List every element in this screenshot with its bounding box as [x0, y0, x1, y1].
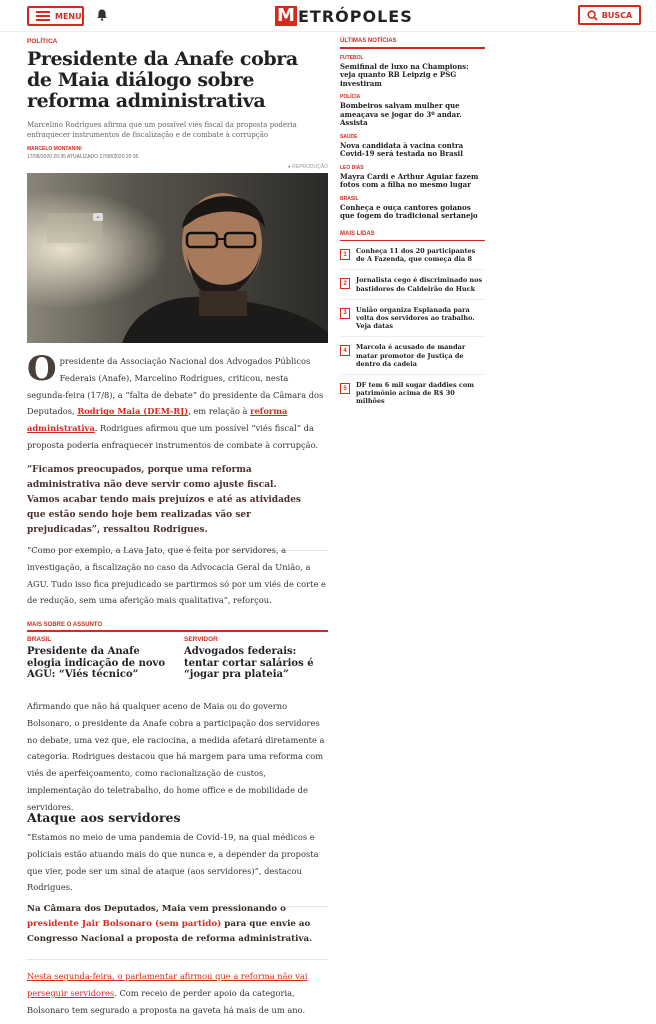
paragraph-2-wrap: [27, 542, 328, 609]
related-title[interactable]: Advogados federais: tentar cortar salários é “jogar pra plateia”: [184, 646, 314, 680]
most-read-item[interactable]: [340, 381, 485, 406]
article-photo[interactable]: [27, 173, 328, 343]
related-rule: [27, 630, 328, 632]
most-read-item[interactable]: [340, 276, 485, 292]
link-reforma-servidores[interactable]: Nesta segunda-feira, o parlamentar afirmou que a reforma não vai perseguir servidores: [27, 971, 308, 998]
latest-news-item[interactable]: [340, 165, 485, 190]
search-label: BUSCA: [601, 10, 633, 20]
news-category[interactable]: LEO DIAS: [340, 164, 364, 171]
sidebar: [340, 38, 485, 406]
most-read-item[interactable]: [340, 247, 485, 263]
site-header: [0, 0, 656, 32]
related-articles: [27, 622, 328, 682]
pull-quote-1: [27, 463, 328, 551]
news-title[interactable]: Bombeiros salvam mulher que ameaçava se jogar do 3º andar. Assista: [340, 101, 462, 127]
latest-news-item[interactable]: [340, 55, 485, 89]
paragraph-2: “Como por exemplo, a Lava Jato, que é feita por servidores, a investigação, a fiscalização no caso da Advocacia Geral da União, a AGU. Tudo isso fica prejudicado se partirmos só por um viés de corte e de redução, sem uma aferição mais qualitativa”, reforçou.: [27, 545, 326, 606]
link-jair-bolsonaro[interactable]: presidente Jair Bolsonaro (sem partido): [27, 919, 222, 929]
related-label: MAIS SOBRE O ASSUNTO: [27, 622, 103, 628]
quote-text: Na Câmara dos Deputados, Maia vem pressionando o presidente Jair Bolsonaro (sem partido) para que envie ao Congresso Nacional a proposta de reforma administrativa.: [27, 904, 313, 944]
divider: [340, 374, 485, 375]
news-category[interactable]: BRASIL: [340, 195, 359, 202]
article-title: Presidente da Anafe cobra de Maia diálogo sobre reforma administrativa: [27, 48, 298, 112]
related-item-2[interactable]: [184, 636, 324, 681]
rank-number: 2: [340, 278, 350, 289]
bell-icon[interactable]: [95, 8, 109, 22]
rank-title[interactable]: Jornalista cego é discriminado nos bastidores do Caldeirão do Huck: [356, 276, 483, 293]
divider: [340, 336, 485, 337]
article-body: [27, 349, 328, 454]
paragraph-4: “Estamos no meio de uma pandemia de Covid-19, na qual médicos e policiais estão atuando mais do que nunca e, a depender da proposta que vier, pode ser um sinal de ataque (aos servidores)”, destacou Rodrigues.: [27, 832, 319, 893]
paragraph-3-wrap: [27, 698, 328, 816]
article: [27, 38, 328, 1015]
portrait-image: [27, 173, 328, 343]
article-subtitle: Marcelino Rodrigues afirma que um possível viés fiscal da proposta poderia enfraquecer instrumentos de fiscalização e de combate à corrupção: [27, 121, 297, 139]
menu-button[interactable]: [27, 6, 84, 26]
camera-icon: ●: [287, 164, 293, 170]
news-title[interactable]: Semifinal de luxo na Champions: veja quanto RB Leipzig e PSG investiram: [340, 61, 469, 88]
latest-news-item[interactable]: [340, 94, 485, 128]
related-item-1[interactable]: [27, 636, 167, 681]
related-category[interactable]: SERVIDOR: [184, 636, 218, 643]
latest-news-heading: ÚLTIMAS NOTÍCIAS: [340, 38, 397, 44]
logo-text: ETRÓPOLES: [298, 6, 413, 26]
logo-mark: M: [275, 6, 297, 26]
latest-news-rule: [340, 47, 485, 49]
chevron-down-icon[interactable]: ⌄: [93, 213, 103, 221]
section-heading: Ataque aos servidores: [27, 810, 181, 825]
article-author[interactable]: MARCELO MONTANINI: [27, 146, 82, 152]
rank-title[interactable]: Conheça 11 dos 20 participantes de A Fazenda, que começa dia 8: [356, 247, 476, 264]
link-reforma-administrativa[interactable]: reforma administrativa: [27, 406, 288, 434]
paragraph-4-wrap: [27, 829, 328, 907]
rank-title[interactable]: Marcola é acusado de mandar matar promotor de Justiça de dentro da cadeia: [356, 343, 466, 368]
news-title[interactable]: Mayra Cardi e Arthur Aguiar fazem fotos com a filha no mesmo lugar: [340, 171, 479, 189]
news-category[interactable]: SAÚDE: [340, 133, 358, 140]
news-title[interactable]: Nova candidata à vacina contra Covid-19 será testada no Brasil: [340, 140, 464, 158]
most-read-item[interactable]: [340, 306, 485, 331]
menu-label: MENU: [55, 11, 82, 21]
pull-quote-2: [27, 902, 328, 960]
rank-number: 1: [340, 249, 350, 260]
news-category[interactable]: FUTEBOL: [340, 54, 364, 61]
news-category[interactable]: POLÍCIA: [340, 94, 361, 100]
rank-number: 4: [340, 345, 350, 356]
hamburger-icon: [36, 11, 50, 21]
section-heading-wrap: [27, 810, 328, 825]
divider: [340, 299, 485, 300]
search-icon: [587, 10, 598, 21]
rank-title[interactable]: DF tem 6 mil sugar daddies com patrimônio acima de R$ 30 milhões: [356, 381, 475, 406]
article-section[interactable]: POLÍTICA: [27, 38, 58, 45]
link-rodrigo-maia[interactable]: Rodrigo Maia (DEM-RJ): [77, 406, 189, 417]
paragraph-3: Afirmando que não há qualquer aceno de Maia ou do governo Bolsonaro, o presidente da Anafe cobra a participação dos servidores no debate, uma vez que, ele raciocina, a medida afetará diretamente a categoria. Rodrigues destacou que há margem para uma reforma com viés de aperfeiçoamento, como racionalização de custos, implementação do teletrabalho, do home office e de mobilidade de servidores.: [27, 701, 325, 812]
paragraph-5-wrap: [27, 968, 328, 1018]
latest-news-item[interactable]: [340, 196, 485, 221]
news-title[interactable]: Conheça e ouça cantores goianos que fogem do tradicional sertanejo: [340, 202, 478, 220]
article-dates: 17/08/2020 20:35 ATUALIZADO 17/08/2020 20:35: [27, 154, 139, 160]
rank-number: 5: [340, 383, 350, 394]
most-read-item[interactable]: [340, 343, 485, 368]
site-logo[interactable]: [275, 5, 413, 27]
divider: [27, 959, 328, 960]
related-category[interactable]: BRASIL: [27, 636, 52, 643]
most-read-rule: [340, 240, 485, 242]
search-button[interactable]: [578, 5, 641, 25]
photo-credit: ● REPRODUÇÃO: [287, 164, 328, 170]
rank-title[interactable]: União organiza Esplanada para volta dos servidores ao trabalho. Veja datas: [356, 305, 475, 331]
divider: [340, 269, 485, 270]
rank-number: 3: [340, 308, 350, 319]
dropcap: O: [27, 349, 57, 389]
related-title[interactable]: Presidente da Anafe elogia indicação de novo AGU: “Viés técnico”: [27, 646, 165, 680]
most-read-heading: MAIS LIDAS: [340, 230, 375, 237]
paragraph-5: Nesta segunda-feira, o parlamentar afirmou que a reforma não vai perseguir servidores. Com receio de perder apoio da categoria, Bolsonaro tem segurado a proposta na gaveta há mais de um ano.: [27, 971, 308, 1015]
paragraph-1: O presidente da Associação Nacional dos Advogados Públicos Federais (Anafe), Marcelino Rodrigues, criticou, nesta segunda-feira (17/8), a “falta de debate” do presidente da Câmara dos Deputados, Rodrigo Maia (DEM-RJ), em relação à reforma administrativa. Rodrigues afirmou que um possível “viés fiscal” da proposta poderia enfraquecer instrumentos de combate à corrupção.: [27, 349, 324, 450]
quote-text: “Ficamos preocupados, porque uma reforma administrativa não deve servir como ajuste fiscal. Vamos acabar tendo mais prejuízos e até as atividades que estão sendo hoje bem realizadas vão ser prejudicadas”, ressaltou Rodrigues.: [27, 465, 301, 535]
latest-news-item[interactable]: [340, 134, 485, 159]
